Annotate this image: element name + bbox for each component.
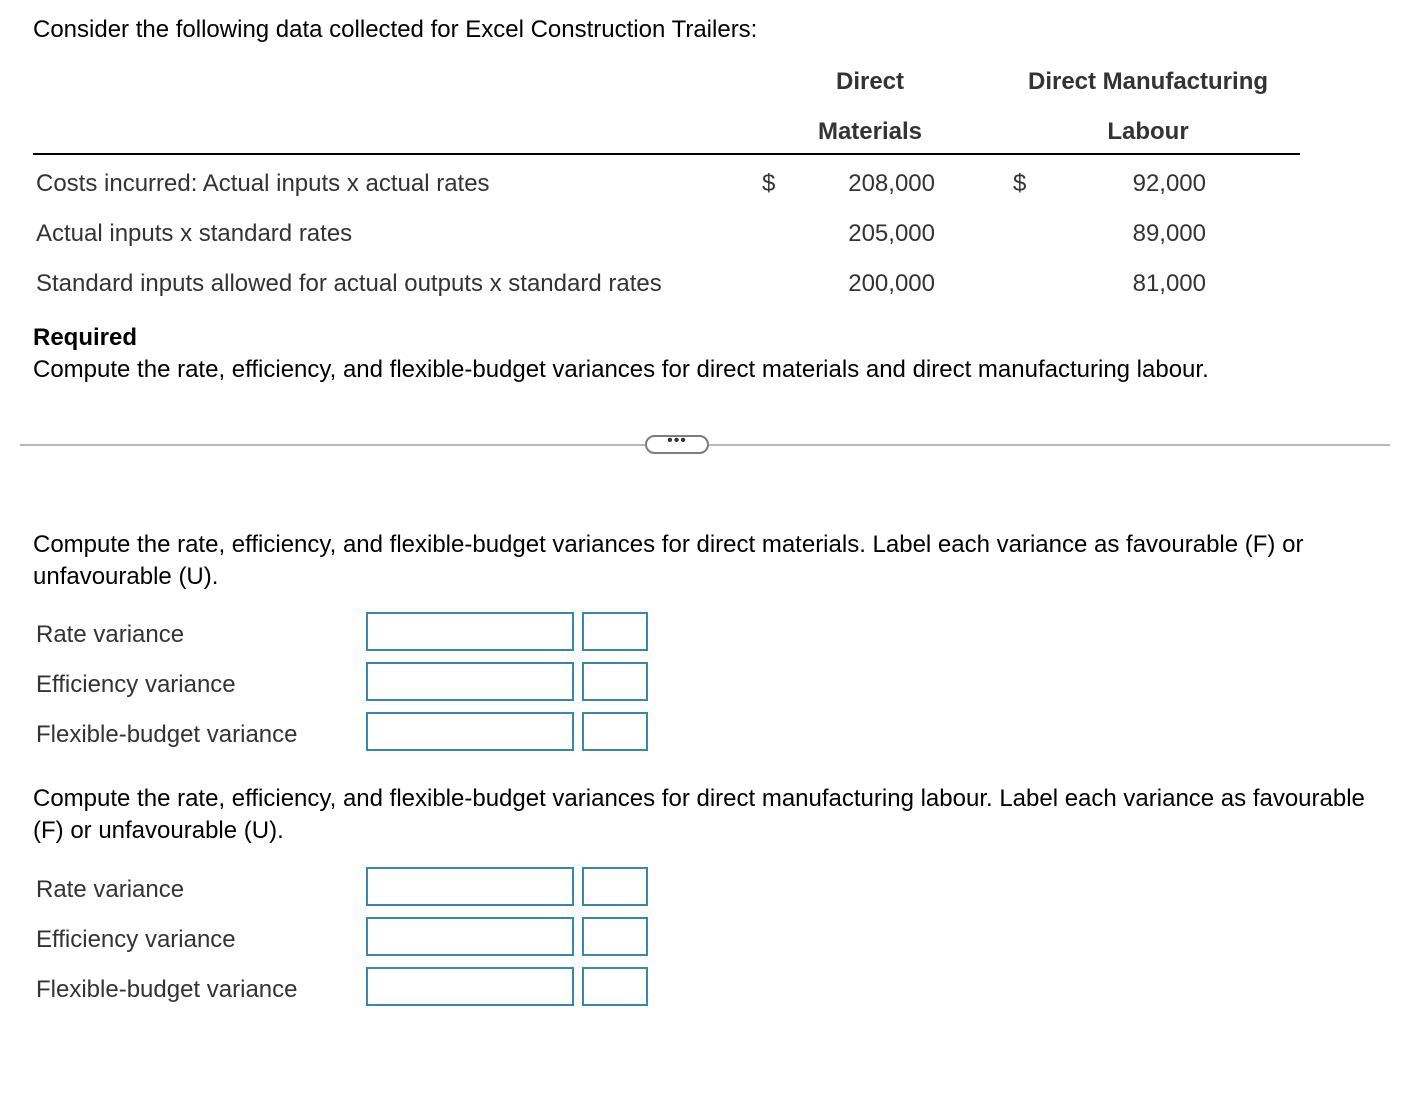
labour-flexible-budget-label: Flexible-budget variance [36, 976, 298, 1003]
materials-efficiency-fu-input[interactable] [582, 662, 648, 701]
labour-efficiency-fu-input[interactable] [582, 917, 648, 956]
value-dm-standard-standard: 200,000 [848, 270, 935, 297]
more-options-button[interactable] [645, 431, 709, 454]
labour-flexible-budget-amount-input[interactable] [366, 967, 574, 1006]
dollar-sign-dm: $ [762, 170, 776, 197]
labour-rate-label: Rate variance [36, 876, 185, 903]
labour-rate-fu-input[interactable] [582, 867, 648, 906]
col-head-dm-line1: Direct [835, 68, 905, 95]
materials-flexible-budget-amount-input[interactable] [366, 712, 574, 751]
col-head-dl-line2: Labour [1107, 118, 1189, 145]
required-heading: Required [33, 324, 138, 351]
row-label-actual-standard: Actual inputs x standard rates [36, 220, 353, 247]
materials-flexible-budget-label: Flexible-budget variance [36, 721, 298, 748]
materials-prompt: Compute the rate, efficiency, and flexible-budget variances for direct materials. Label each variance as favourable (F) or unfavourable (U). [33, 531, 1304, 590]
value-dl-actual-actual: 92,000 [1132, 170, 1206, 197]
labour-flexible-budget-fu-input[interactable] [582, 967, 648, 1006]
materials-flexible-budget-fu-input[interactable] [582, 712, 648, 751]
materials-efficiency-amount-input[interactable] [366, 662, 574, 701]
value-dm-actual-standard: 205,000 [848, 220, 935, 247]
value-dm-actual-actual: 208,000 [848, 170, 935, 197]
labour-rate-amount-input[interactable] [366, 867, 574, 906]
table-header-rule [33, 153, 1300, 155]
labour-efficiency-label: Efficiency variance [36, 926, 236, 953]
materials-rate-amount-input[interactable] [366, 612, 574, 651]
intro-text: Consider the following data collected for Excel Construction Trailers: [33, 16, 758, 43]
value-dl-standard-standard: 81,000 [1132, 270, 1206, 297]
labour-efficiency-amount-input[interactable] [366, 917, 574, 956]
materials-rate-label: Rate variance [36, 621, 185, 648]
col-head-dl-line1: Direct Manufacturing [1027, 68, 1269, 95]
ellipsis-icon: ••• [667, 431, 687, 449]
labour-prompt: Compute the rate, efficiency, and flexible-budget variances for direct manufacturing labour. Label each variance as favourable (F) or unfavourable (U). [33, 785, 1365, 844]
materials-efficiency-label: Efficiency variance [36, 671, 236, 698]
separator-right [709, 444, 1390, 446]
separator-left [20, 444, 645, 446]
value-dl-actual-standard: 89,000 [1132, 220, 1206, 247]
row-label-standard-standard: Standard inputs allowed for actual outputs x standard rates [36, 270, 662, 297]
materials-rate-fu-input[interactable] [582, 612, 648, 651]
row-label-costs-incurred: Costs incurred: Actual inputs x actual rates [36, 170, 490, 197]
dollar-sign-dl: $ [1013, 170, 1027, 197]
col-head-dm-line2: Materials [817, 118, 923, 145]
required-text: Compute the rate, efficiency, and flexible-budget variances for direct materials and direct manufacturing labour. [33, 356, 1209, 383]
